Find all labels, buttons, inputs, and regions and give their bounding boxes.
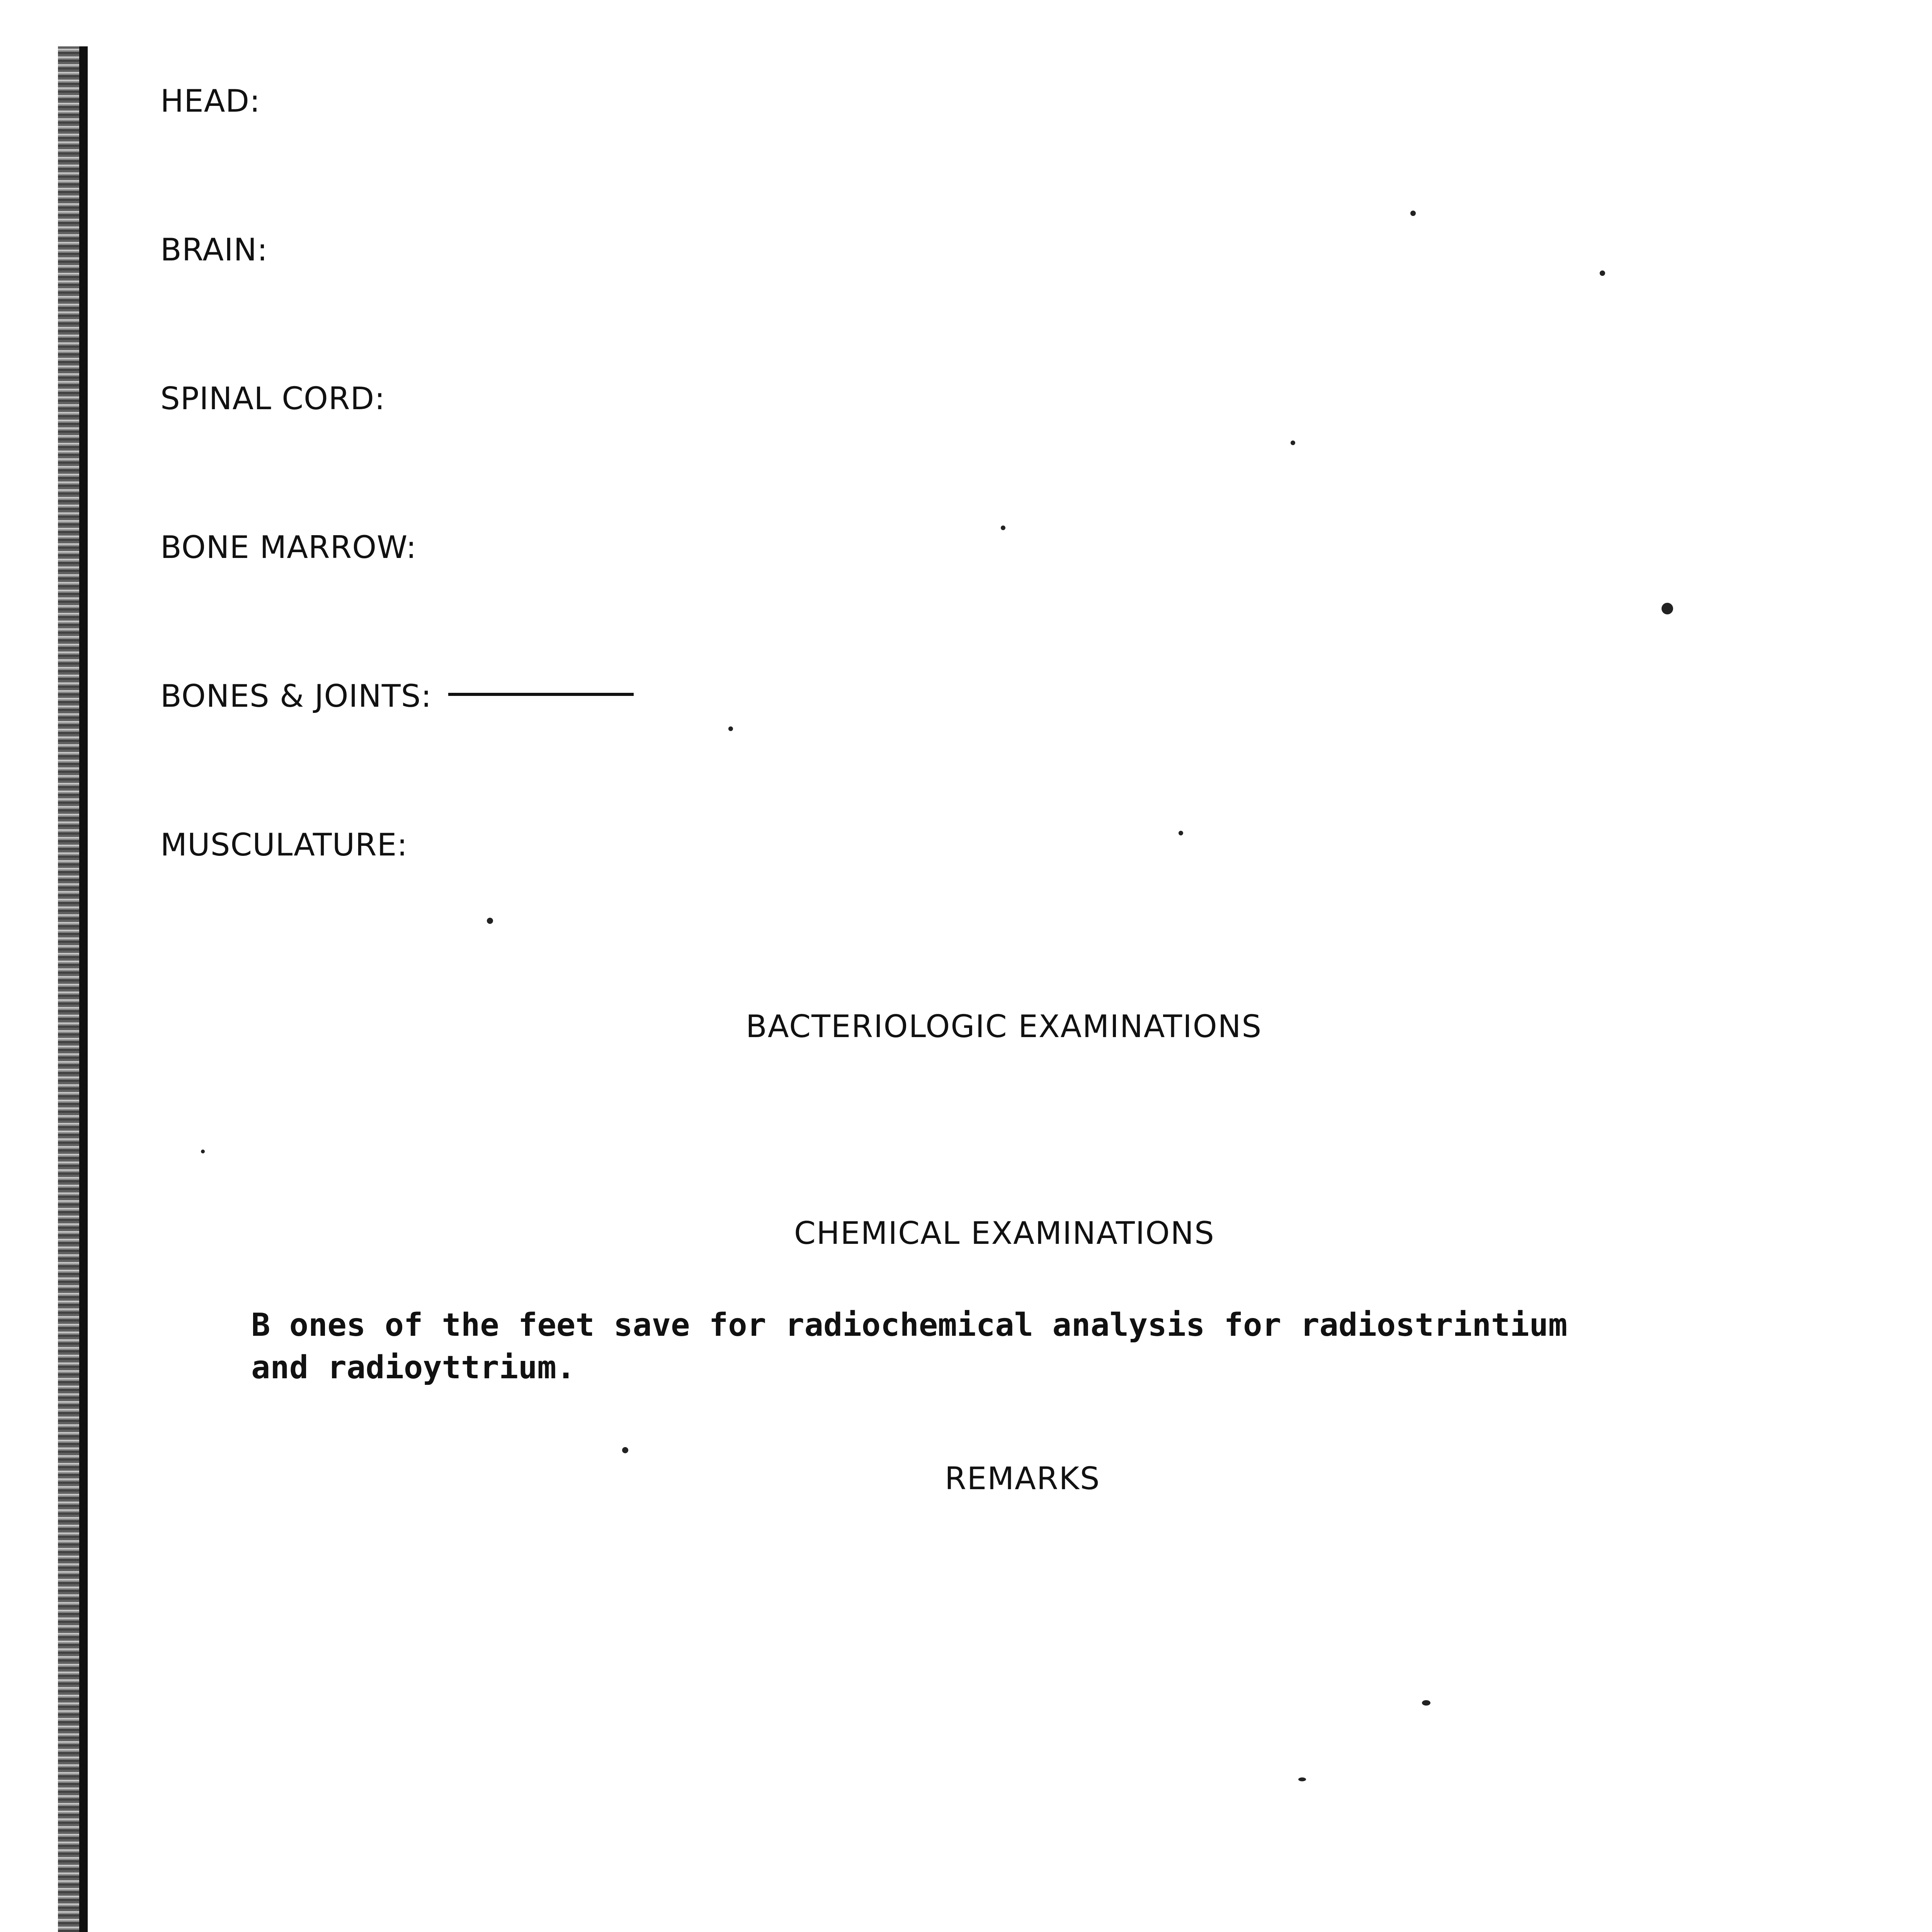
bacteriologic-heading: BACTERIOLOGIC EXAMINATIONS xyxy=(746,1009,1262,1044)
field-bone-marrow-label: BONE MARROW: xyxy=(160,529,417,565)
chemical-heading: CHEMICAL EXAMINATIONS xyxy=(794,1215,1215,1251)
speck xyxy=(1179,831,1183,835)
scan-left-edge-line xyxy=(79,46,88,1932)
speck xyxy=(1422,1700,1430,1706)
chemical-note-line-2: and radioyttrium. xyxy=(251,1349,576,1386)
strikethrough-line xyxy=(448,693,634,696)
chemical-note-line-1: B ones of the feet save for radiochemical analysis for radiostrintium xyxy=(251,1307,1568,1344)
speck xyxy=(1001,526,1005,530)
speck xyxy=(1600,270,1605,276)
field-bones-joints-label: BONES & JOINTS: xyxy=(160,678,432,714)
field-musculature-label: MUSCULATURE: xyxy=(160,827,408,863)
speck xyxy=(622,1447,628,1453)
field-head-label: HEAD: xyxy=(160,83,260,119)
remarks-heading: REMARKS xyxy=(945,1461,1100,1497)
speck xyxy=(1298,1777,1306,1781)
field-brain-label: BRAIN: xyxy=(160,232,268,268)
speck xyxy=(728,726,733,731)
field-spinal-cord-label: SPINAL CORD: xyxy=(160,381,386,417)
speck xyxy=(201,1150,205,1153)
speck xyxy=(1662,603,1673,614)
speck xyxy=(1410,211,1416,216)
speck xyxy=(1291,440,1295,445)
speck xyxy=(487,918,493,924)
